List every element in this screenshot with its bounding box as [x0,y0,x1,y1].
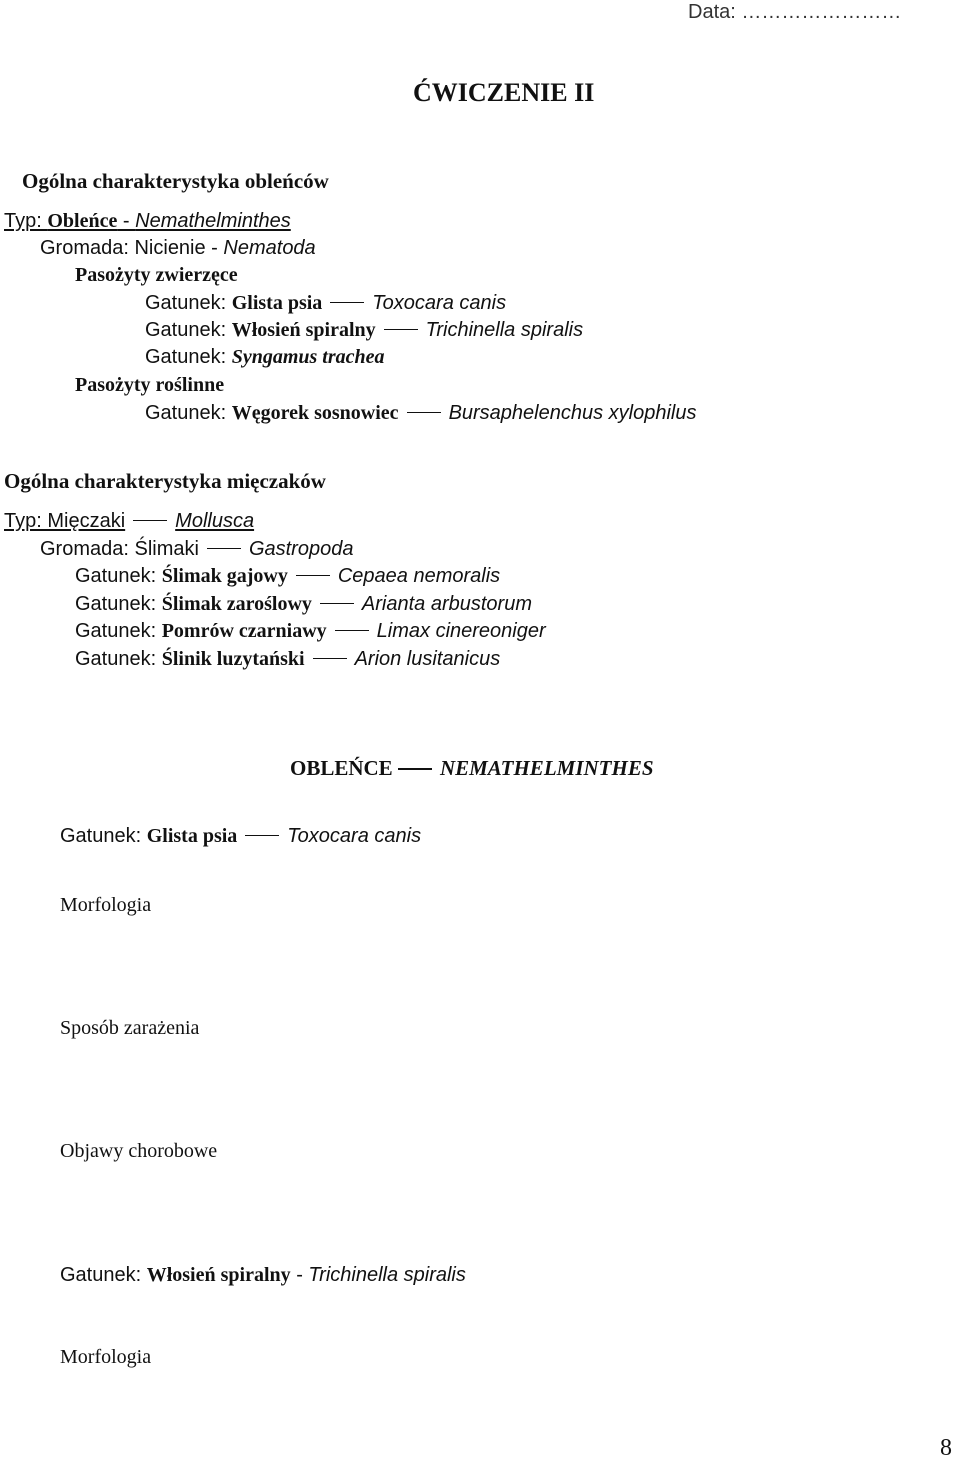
species-latin: Arianta arbustorum [361,593,532,615]
dash [133,520,167,522]
dash [398,768,432,770]
section-heading-molluscs: Ogólna charakterystyka mięczaków [4,469,326,493]
section-heading-nemathelminthes [290,758,654,779]
dash [407,412,441,414]
species-latin: Cepaea nemoralis [337,565,501,587]
species-latin: Limax cinereoniger [376,620,546,642]
species-name: Włosień spiralny [231,319,376,341]
page-title: ĆWICZENIE II [413,78,595,107]
date-field [688,2,901,22]
worksheet-species-line [60,1265,466,1285]
species-line [145,403,697,423]
class-prefix: Gromada: Nicienie - [40,237,224,259]
phylum-prefix: Typ: [4,210,48,232]
species-name: Glista psia [231,292,323,314]
species-latin: Bursaphelenchus xylophilus [448,402,697,424]
species-prefix: Gatunek: [75,648,162,670]
species-name: Glista psia [146,825,238,847]
phylum-sep: - [117,210,136,232]
phylum-name: Obleńce [47,210,118,232]
class-prefix: Gromada: Ślimaki [40,538,199,560]
species-line [75,649,500,669]
group-animal-parasites: Pasożyty zwierzęce [75,264,238,286]
species-latin: Trichinella spiralis [308,1264,466,1286]
species-prefix: Gatunek: [60,1264,147,1286]
species-line [145,347,385,367]
species-line [75,621,546,641]
field-morphology: Morfologia [60,894,152,916]
species-prefix: Gatunek: [60,825,147,847]
heading-main: OBLEŃCE [290,756,398,780]
class-line [40,539,353,559]
species-name: Pomrów czarniawy [161,620,327,642]
species-prefix: Gatunek: [75,565,162,587]
dash [245,835,279,837]
date-label: Data: [688,1,736,23]
species-latin: Syngamus trachea [231,346,385,368]
species-line [75,594,532,614]
species-name: Ślimak gajowy [161,565,288,587]
group-plant-parasites: Pasożyty roślinne [75,374,225,396]
phylum-latin: Nemathelminthes [135,210,291,232]
worksheet-species-line [60,826,421,846]
species-line [145,320,583,340]
dash [330,302,364,304]
dash [207,548,241,550]
phylum-latin: Mollusca [175,510,255,532]
dash [384,329,418,331]
species-latin: Trichinella spiralis [425,319,584,341]
field-symptoms: Objawy chorobowe [60,1140,218,1162]
heading-latin: NEMATHELMINTHES [439,756,654,780]
species-latin: Toxocara canis [372,292,507,314]
species-prefix: Gatunek: [145,319,232,341]
species-line [75,566,500,586]
phylum-line [4,511,254,531]
species-name: Ślinik luzytański [161,648,305,670]
species-prefix: Gatunek: [145,346,232,368]
species-name: Węgorek sosnowiec [231,402,399,424]
page-number: 8 [940,1435,952,1461]
species-prefix: Gatunek: [145,292,232,314]
species-prefix: Gatunek: [75,620,162,642]
field-morphology: Morfologia [60,1346,152,1368]
dash [320,603,354,605]
date-placeholder: …………………… [741,1,902,23]
class-line [40,238,316,258]
phylum-line [4,211,291,231]
species-latin: Toxocara canis [287,825,422,847]
species-name: Włosień spiralny [146,1264,291,1286]
species-sep: - [290,1264,309,1286]
phylum-prefix: Typ: Mięczaki [4,510,126,532]
species-prefix: Gatunek: [75,593,162,615]
dash [313,658,347,660]
dash [296,575,330,577]
species-line [145,293,506,313]
dash [335,630,369,632]
field-infection-method: Sposób zarażenia [60,1017,200,1039]
class-latin: Nematoda [223,237,316,259]
species-latin: Arion lusitanicus [354,648,501,670]
class-latin: Gastropoda [248,538,354,560]
section-heading-nematodes: Ogólna charakterystyka obleńców [22,169,329,193]
species-prefix: Gatunek: [145,402,232,424]
species-name: Ślimak zaroślowy [161,593,312,615]
